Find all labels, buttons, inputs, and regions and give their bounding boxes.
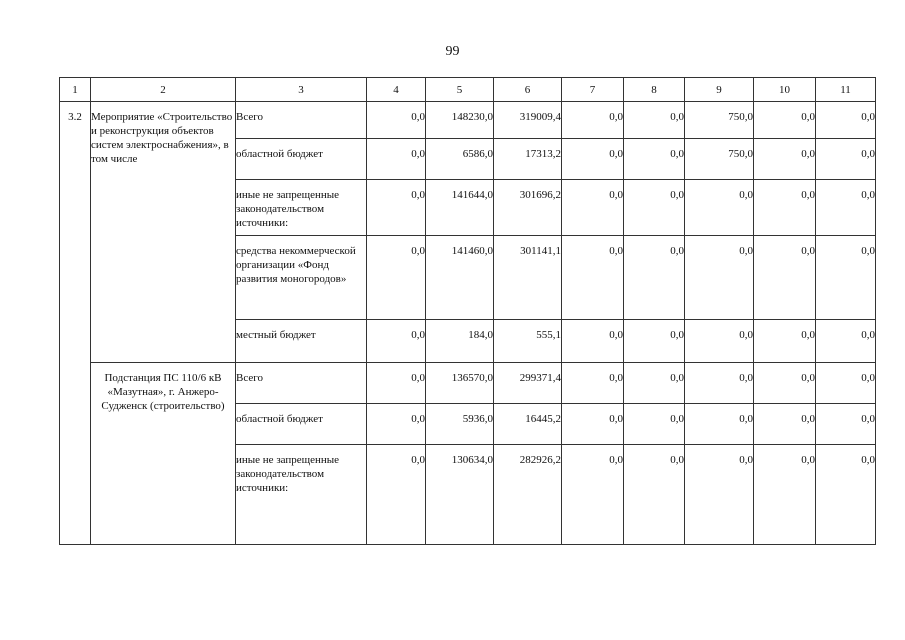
table-row xyxy=(60,363,876,404)
value-cell: 0,0 xyxy=(754,320,816,363)
value-cell: 0,0 xyxy=(816,320,876,363)
value-cell: 16445,2 xyxy=(494,404,562,445)
value-cell: 750,0 xyxy=(685,102,754,139)
value-cell: 0,0 xyxy=(685,445,754,545)
table-header-row xyxy=(60,78,876,102)
value-cell: 0,0 xyxy=(754,445,816,545)
column-header: 6 xyxy=(494,78,562,102)
value-cell: 0,0 xyxy=(685,363,754,404)
value-cell: 6586,0 xyxy=(426,139,494,180)
column-header: 8 xyxy=(624,78,685,102)
funding-source: иные не запрещенные законодательством источники: xyxy=(236,180,367,236)
funding-source: областной бюджет xyxy=(236,404,367,445)
value-cell: 750,0 xyxy=(685,139,754,180)
measure-name: Мероприятие «Строительство и реконструкция объектов систем электроснабжения», в том числе xyxy=(91,102,236,363)
value-cell: 0,0 xyxy=(562,180,624,236)
value-cell: 282926,2 xyxy=(494,445,562,545)
funding-source: областной бюджет xyxy=(236,139,367,180)
column-header: 2 xyxy=(91,78,236,102)
value-cell: 0,0 xyxy=(816,445,876,545)
value-cell: 0,0 xyxy=(754,363,816,404)
value-cell: 0,0 xyxy=(562,445,624,545)
value-cell: 0,0 xyxy=(624,102,685,139)
value-cell: 0,0 xyxy=(754,139,816,180)
value-cell: 0,0 xyxy=(562,102,624,139)
value-cell: 0,0 xyxy=(624,404,685,445)
value-cell: 136570,0 xyxy=(426,363,494,404)
funding-source: местный бюджет xyxy=(236,320,367,363)
value-cell: 0,0 xyxy=(624,180,685,236)
table-row xyxy=(60,102,876,139)
value-cell: 0,0 xyxy=(624,236,685,320)
value-cell: 0,0 xyxy=(562,404,624,445)
value-cell: 319009,4 xyxy=(494,102,562,139)
budget-table xyxy=(59,77,876,545)
value-cell: 0,0 xyxy=(816,180,876,236)
value-cell: 0,0 xyxy=(367,404,426,445)
value-cell: 0,0 xyxy=(624,363,685,404)
value-cell: 299371,4 xyxy=(494,363,562,404)
column-header: 5 xyxy=(426,78,494,102)
value-cell: 0,0 xyxy=(624,320,685,363)
value-cell: 0,0 xyxy=(367,180,426,236)
value-cell: 301141,1 xyxy=(494,236,562,320)
column-header: 1 xyxy=(60,78,91,102)
row-number: 3.2 xyxy=(60,102,91,545)
value-cell: 141460,0 xyxy=(426,236,494,320)
column-header: 4 xyxy=(367,78,426,102)
value-cell: 0,0 xyxy=(816,102,876,139)
value-cell: 0,0 xyxy=(816,404,876,445)
value-cell: 17313,2 xyxy=(494,139,562,180)
value-cell: 0,0 xyxy=(562,320,624,363)
value-cell: 0,0 xyxy=(754,404,816,445)
column-header: 11 xyxy=(816,78,876,102)
value-cell: 0,0 xyxy=(562,139,624,180)
value-cell: 0,0 xyxy=(367,102,426,139)
value-cell: 141644,0 xyxy=(426,180,494,236)
value-cell: 0,0 xyxy=(367,445,426,545)
value-cell: 0,0 xyxy=(367,139,426,180)
column-header: 3 xyxy=(236,78,367,102)
value-cell: 0,0 xyxy=(624,139,685,180)
value-cell: 148230,0 xyxy=(426,102,494,139)
funding-source: Всего xyxy=(236,102,367,139)
value-cell: 5936,0 xyxy=(426,404,494,445)
funding-source: Всего xyxy=(236,363,367,404)
value-cell: 0,0 xyxy=(624,445,685,545)
funding-source: средства некоммерческой организации «Фонд развития моногородов» xyxy=(236,236,367,320)
value-cell: 0,0 xyxy=(367,320,426,363)
page-number: 99 xyxy=(445,44,460,59)
value-cell: 0,0 xyxy=(754,236,816,320)
value-cell: 184,0 xyxy=(426,320,494,363)
value-cell: 0,0 xyxy=(367,363,426,404)
funding-source: иные не запрещенные законодательством источники: xyxy=(236,445,367,545)
value-cell: 0,0 xyxy=(816,363,876,404)
value-cell: 130634,0 xyxy=(426,445,494,545)
column-header: 10 xyxy=(754,78,816,102)
value-cell: 0,0 xyxy=(685,320,754,363)
value-cell: 0,0 xyxy=(685,236,754,320)
value-cell: 0,0 xyxy=(367,236,426,320)
value-cell: 0,0 xyxy=(816,139,876,180)
value-cell: 555,1 xyxy=(494,320,562,363)
value-cell: 301696,2 xyxy=(494,180,562,236)
column-header: 9 xyxy=(685,78,754,102)
column-header: 7 xyxy=(562,78,624,102)
value-cell: 0,0 xyxy=(685,404,754,445)
value-cell: 0,0 xyxy=(754,180,816,236)
substation-name: Подстанция ПС 110/6 кВ «Мазутная», г. Анжеро-Судженск (строительство) xyxy=(91,363,236,545)
value-cell: 0,0 xyxy=(816,236,876,320)
value-cell: 0,0 xyxy=(562,363,624,404)
value-cell: 0,0 xyxy=(754,102,816,139)
value-cell: 0,0 xyxy=(562,236,624,320)
value-cell: 0,0 xyxy=(685,180,754,236)
